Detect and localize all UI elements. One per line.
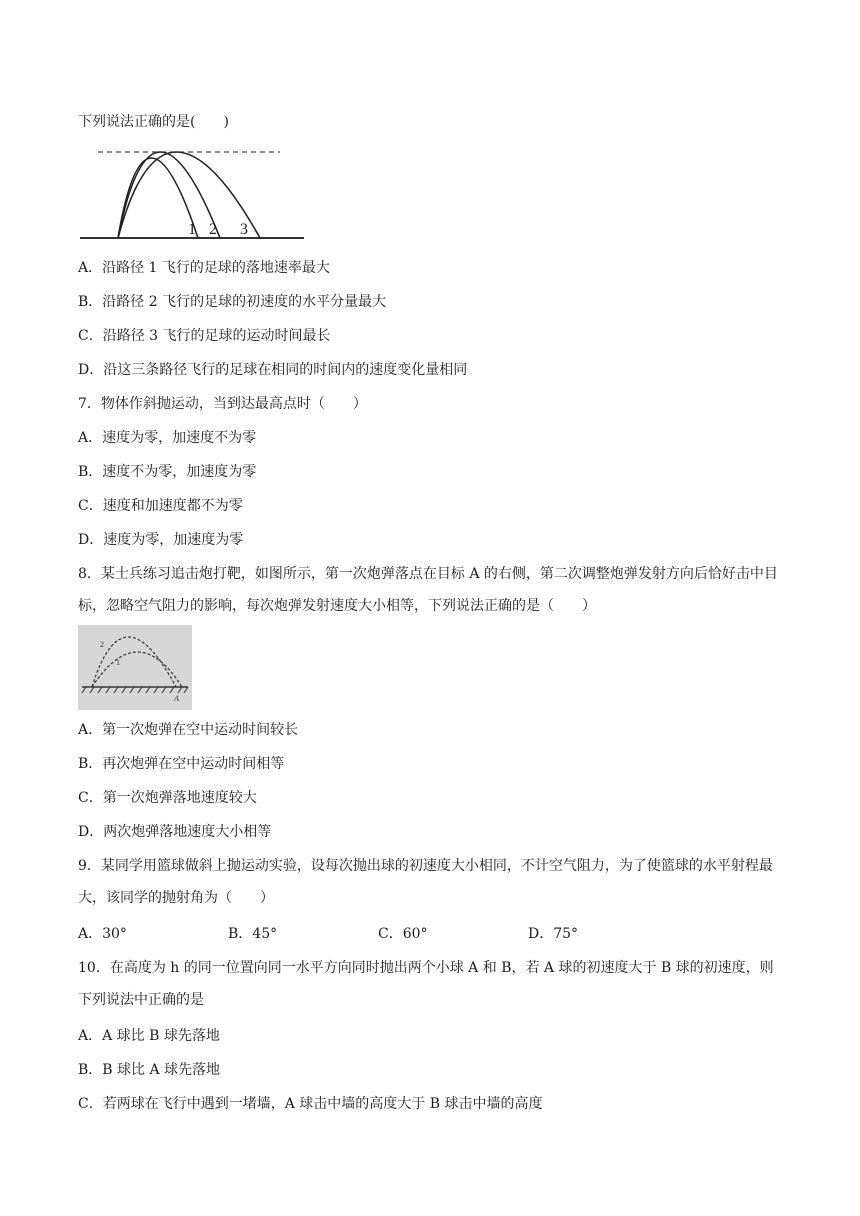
q7-stem: 7．物体作斜抛运动，当到达最高点时（ ）: [78, 396, 367, 412]
q6-option-c: C．沿路径 3 飞行的足球的运动时间最长: [78, 328, 331, 344]
q9-option-a: A．30°: [78, 926, 127, 942]
q9-stem: 9．某同学用篮球做斜上抛运动实验，设每次抛出球的初速度大小相同，不计空气阻力，为了使篮球的水平射程最大，该同学的抛射角为（ ）: [78, 858, 773, 906]
path-2-label: 2: [209, 221, 217, 238]
q6-trajectory-figure: [80, 140, 312, 248]
q7-option-a: A．速度为零，加速度不为零: [78, 430, 257, 446]
path-3-label: 3: [240, 221, 248, 238]
target-a-label: A: [174, 694, 179, 703]
q8-option-a: A．第一次炮弹在空中运动时间较长: [78, 722, 299, 738]
q8-option-d: D．两次炮弹落地速度大小相等: [78, 824, 272, 840]
q8-stem: 8．某士兵练习追击炮打靶，如图所示，第一次炮弹落点在目标 A 的右侧，第二次调整炮弹发射方向后恰好击中目标，忽略空气阻力的影响，每次炮弹发射速度大小相等，下列说法正确的是（ ）: [78, 566, 778, 614]
q7-option-c: C．速度和加速度都不为零: [78, 498, 243, 514]
q6-stem-tail: 下列说法正确的是( ): [78, 114, 229, 130]
q7-option-d: D．速度为零，加速度为零: [78, 532, 244, 548]
q7-option-b: B．速度不为零，加速度为零: [78, 464, 257, 480]
q6-option-b: B．沿路径 2 飞行的足球的初速度的水平分量最大: [78, 294, 387, 310]
q10-option-b: B．B 球比 A 球先落地: [78, 1062, 221, 1078]
q10-option-a: A．A 球比 B 球先落地: [78, 1028, 220, 1044]
q6-option-d: D．沿这三条路径飞行的足球在相同的时间内的速度变化量相同: [78, 362, 468, 378]
q9-option-b: B．45°: [228, 926, 278, 942]
q8-option-b: B．再次炮弹在空中运动时间相等: [78, 756, 285, 772]
q10-stem: 10．在高度为 h 的同一位置向同一水平方向同时抛出两个小球 A 和 B，若 A 球的初速度大于 B 球的初速度，则下列说法中正确的是: [78, 960, 774, 1008]
trajectory-2-label: 2: [100, 640, 104, 649]
q8-option-c: C．第一次炮弹落地速度较大: [78, 790, 257, 806]
q6-option-a: A．沿路径 1 飞行的足球的落地速率最大: [78, 260, 330, 276]
q9-option-d: D．75°: [528, 926, 579, 942]
trajectory-1-label: 1: [116, 658, 120, 667]
q10-option-c: C．若两球在飞行中遇到一堵墙，A 球击中墙的高度大于 B 球击中墙的高度: [78, 1096, 543, 1112]
path-1-label: 1: [188, 221, 196, 238]
q9-option-c: C．60°: [378, 926, 428, 942]
q8-cannon-figure: [78, 625, 192, 710]
